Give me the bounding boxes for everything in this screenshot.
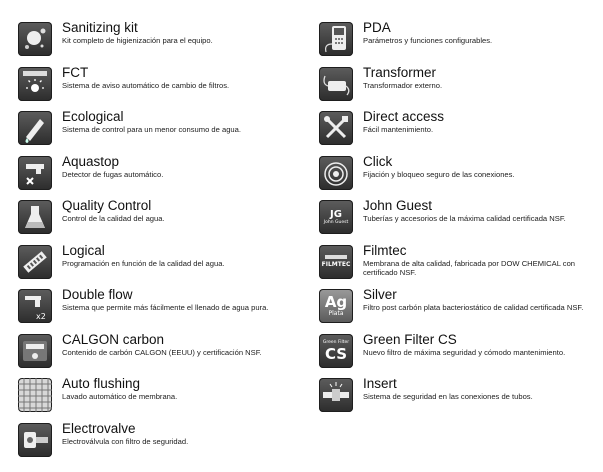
green-filter-logo-label: Green Filter [322, 340, 350, 345]
feature-title: Transformer [363, 64, 437, 80]
feature-title: Filmtec [363, 242, 407, 258]
flask-icon [18, 200, 52, 234]
silver-icon [319, 289, 353, 323]
feature-description: Sistema de aviso automático de cambio de filtros. [62, 80, 230, 90]
feature-title: Logical [62, 242, 105, 258]
feature-title: Aquastop [62, 153, 120, 169]
aquastop-tap-icon [18, 156, 52, 190]
svg-text:x2: x2 [36, 312, 46, 321]
green-filter-cs-text: CS [324, 345, 348, 363]
feature-description: Membrana de alta calidad, fabricada por DOW CHEMICAL con certificado NSF. [363, 258, 576, 278]
feature-auto-flushing [18, 376, 308, 421]
feature-description: Sistema de control para un menor consumo de agua. [62, 125, 241, 134]
feature-description: Contenido de carbón CALGON (EEUU) y certificación NSF. [62, 347, 262, 357]
silver-ag-symbol: Ag [324, 293, 348, 311]
insert-icon [319, 378, 353, 412]
feature-description: Kit completo de higienización para el equipo. [62, 36, 213, 45]
electrovalve-icon [18, 423, 52, 457]
feature-title: Quality Control [62, 198, 152, 213]
feature-title: CALGON carbon [62, 331, 165, 347]
pda-icon [319, 22, 353, 56]
feature-title: FCT [62, 64, 89, 80]
feature-insert [319, 376, 599, 421]
tools-icon [319, 111, 353, 145]
feature-title: Sanitizing kit [62, 20, 138, 35]
green-filter-icon [319, 334, 353, 368]
feature-description: Parámetros y funciones configurables. [363, 36, 493, 45]
feature-fct [18, 65, 308, 110]
feature-title: Ecological [62, 109, 124, 124]
features-left-column [18, 20, 308, 465]
filmtec-logo-text: FILMTEC [321, 261, 351, 268]
feature-description: Filtro post carbón plata bacteriostático de calidad certificada NSF. [363, 303, 584, 312]
feature-description: Detector de fugas automático. [62, 169, 164, 179]
feature-title: Insert [363, 376, 397, 391]
feature-double-flow [18, 287, 308, 332]
feature-title: Silver [363, 287, 397, 302]
feature-click [319, 154, 599, 199]
click-icon [319, 156, 353, 190]
feature-title: Green Filter CS [363, 331, 457, 347]
ecological-drop-icon [18, 111, 52, 145]
feature-sanitizing-kit [18, 20, 308, 65]
sanitizing-icon [18, 22, 52, 56]
logical-chip-icon [18, 245, 52, 279]
feature-description: Programación en función de la calidad del agua. [62, 258, 225, 268]
feature-description: Fácil mantenimiento. [363, 125, 434, 134]
feature-electrovalve [18, 421, 308, 466]
feature-title: John Guest [363, 198, 433, 213]
feature-pda [319, 20, 599, 65]
feature-description: Electroválvula con filtro de seguridad. [62, 436, 189, 446]
feature-title: Auto flushing [62, 376, 141, 391]
filmtec-icon [319, 245, 353, 279]
feature-description: Control de la calidad del agua. [62, 214, 165, 223]
feature-description: Lavado automático de membrana. [62, 392, 178, 401]
feature-title: Direct access [363, 109, 445, 124]
feature-john-guest [319, 198, 599, 243]
feature-silver [319, 287, 599, 332]
feature-transformer [319, 65, 599, 110]
feature-title: Double flow [62, 287, 133, 302]
fct-icon [18, 67, 52, 101]
calgon-icon [18, 334, 52, 368]
feature-ecological [18, 109, 308, 154]
features-right-column [319, 20, 599, 421]
feature-direct-access [319, 109, 599, 154]
feature-calgon-carbon [18, 332, 308, 377]
silver-plata-label: Plata [328, 310, 344, 317]
feature-description: Sistema que permite más fácilmente el llenado de agua pura. [62, 303, 269, 312]
feature-description: Tuberías y accesorios de la máxima calidad certificada NSF. [363, 214, 566, 223]
feature-filmtec [319, 243, 599, 288]
membrane-icon [18, 378, 52, 412]
john-guest-icon: JG John Guest [319, 200, 353, 234]
transformer-icon [319, 67, 353, 101]
feature-quality-control [18, 198, 308, 243]
feature-logical [18, 243, 308, 288]
john-guest-logo-text: John Guest [323, 219, 349, 225]
feature-title: Electrovalve [62, 420, 136, 436]
feature-description: Transformador externo. [363, 80, 443, 90]
feature-description: Fijación y bloqueo seguro de las conexiones. [363, 169, 515, 179]
feature-title: PDA [363, 20, 391, 35]
feature-aquastop [18, 154, 308, 199]
feature-title: Click [363, 153, 393, 169]
feature-green-filter-cs [319, 332, 599, 377]
feature-description: Sistema de seguridad en las conexiones de tubos. [363, 392, 533, 401]
feature-description: Nuevo filtro de máxima seguridad y cómodo mantenimiento. [363, 347, 566, 357]
double-flow-tap-icon [18, 289, 52, 323]
